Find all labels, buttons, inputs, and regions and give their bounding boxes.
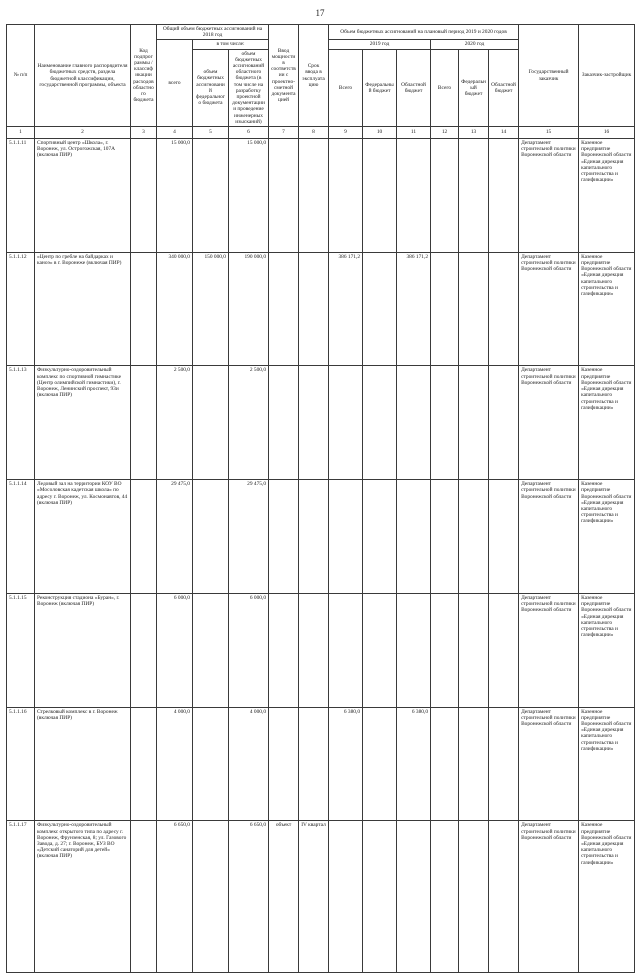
deadline-cell [299, 366, 329, 480]
object-name-cell: Спортивный центр «Школа», г. Воронеж, ул. Острогожская, 107А (включая ПИР) [35, 139, 131, 253]
federal-2019-cell [363, 821, 397, 973]
state-customer-cell: Департамент строительной политики Воронежской области [519, 480, 579, 594]
header-2020: 2020 год [431, 40, 519, 49]
column-index: 13 [459, 127, 489, 139]
header-2020-regional: Областной бюджет [489, 49, 519, 126]
header-developer: Заказчик-застройщик [579, 25, 635, 127]
header-code: Код подпрограммы / классификации расходов областного бюджета [131, 25, 157, 127]
regional-2019-cell [397, 593, 431, 707]
state-customer-cell: Департамент строительной политики Воронежской области [519, 139, 579, 253]
regional-2020-cell [489, 593, 519, 707]
federal-2018-cell [193, 707, 229, 821]
budget-code-cell [131, 707, 157, 821]
header-federal-part: объем бюджетных ассигнований федерального бюджета [193, 49, 229, 126]
column-index: 15 [519, 127, 579, 139]
budget-code-cell [131, 480, 157, 594]
table-row [7, 707, 635, 821]
federal-2020-cell [459, 139, 489, 253]
header-regional-part: объем бюджетных ассигнований областного бюджета (в том числе на разработку проектной документации и проведение инженерных изысканий) [229, 49, 269, 126]
total-2019-cell: 386 171,2 [329, 252, 363, 366]
row-number-cell: 5.1.1.12 [7, 252, 35, 366]
table-body [7, 139, 635, 973]
header-2019-federal: Федеральный бюджет [363, 49, 397, 126]
regional-2020-cell [489, 480, 519, 594]
header-n: № п/п [7, 25, 35, 127]
federal-2018-cell [193, 366, 229, 480]
row-number-cell: 5.1.1.11 [7, 139, 35, 253]
deadline-cell [299, 139, 329, 253]
total-2020-cell [431, 593, 459, 707]
developer-cell: Казенное предприятие Воронежской области «Единая дирекция капитального строительства и газификации» [579, 593, 635, 707]
table-row [7, 252, 635, 366]
state-customer-cell: Департамент строительной политики Воронежской области [519, 707, 579, 821]
budget-code-cell [131, 593, 157, 707]
regional-2020-cell [489, 252, 519, 366]
object-name-cell: Реконструкция стадиона «Буран», г. Воронеж (включая ПИР) [35, 593, 131, 707]
row-number-cell: 5.1.1.17 [7, 821, 35, 973]
total-2019-cell [329, 480, 363, 594]
total-2018-cell: 6 000,0 [157, 593, 193, 707]
federal-2019-cell [363, 707, 397, 821]
total-2020-cell [431, 707, 459, 821]
regional-2018-cell: 2 500,0 [229, 366, 269, 480]
regional-2018-cell: 6 000,0 [229, 593, 269, 707]
deadline-cell [299, 593, 329, 707]
page-number: 17 [315, 8, 325, 18]
table-row [7, 593, 635, 707]
deadline-cell: IV квартал [299, 821, 329, 973]
total-2019-cell [329, 139, 363, 253]
capacity-cell [269, 480, 299, 594]
regional-2019-cell [397, 821, 431, 973]
developer-cell: Казенное предприятие Воронежской области «Единая дирекция капитального строительства и газификации» [579, 821, 635, 973]
column-index: 5 [193, 127, 229, 139]
regional-2019-cell [397, 139, 431, 253]
column-index: 8 [299, 127, 329, 139]
column-index: 11 [397, 127, 431, 139]
header-total-2018: Общий объем бюджетных ассигнований на 2018 год [157, 25, 269, 40]
header-customer: Государственный заказчик [519, 25, 579, 127]
developer-cell: Казенное предприятие Воронежской области «Единая дирекция капитального строительства и газификации» [579, 139, 635, 253]
state-customer-cell: Департамент строительной политики Воронежской области [519, 366, 579, 480]
total-2018-cell: 2 500,0 [157, 366, 193, 480]
total-2018-cell: 340 000,0 [157, 252, 193, 366]
developer-cell: Казенное предприятие Воронежской области «Единая дирекция капитального строительства и газификации» [579, 366, 635, 480]
federal-2020-cell [459, 707, 489, 821]
developer-cell: Казенное предприятие Воронежской области «Единая дирекция капитального строительства и газификации» [579, 252, 635, 366]
header-capacity: Ввод мощности в соответствии с проектно-сметной документацией [269, 25, 299, 127]
column-index: 10 [363, 127, 397, 139]
header-2019: 2019 год [329, 40, 431, 49]
total-2019-cell: 6 380,0 [329, 707, 363, 821]
federal-2018-cell: 150 000,0 [193, 252, 229, 366]
total-2019-cell [329, 593, 363, 707]
total-2020-cell [431, 252, 459, 366]
total-2018-cell: 15 000,0 [157, 139, 193, 253]
column-index-row [7, 127, 635, 139]
capital-investment-table [6, 24, 635, 973]
header-2020-federal: Федеральный бюджет [459, 49, 489, 126]
header-name: Наименование главного распорядителя бюджетных средств, раздела бюджетной классификации, государственной программы, объекта [35, 25, 131, 127]
table-row [7, 480, 635, 594]
row-number-cell: 5.1.1.13 [7, 366, 35, 480]
capacity-cell [269, 707, 299, 821]
column-index: 2 [35, 127, 131, 139]
deadline-cell [299, 252, 329, 366]
state-customer-cell: Департамент строительной политики Воронежской области [519, 252, 579, 366]
regional-2019-cell: 6 380,0 [397, 707, 431, 821]
column-index: 6 [229, 127, 269, 139]
federal-2019-cell [363, 139, 397, 253]
budget-code-cell [131, 821, 157, 973]
table-row [7, 821, 635, 973]
total-2019-cell [329, 366, 363, 480]
row-number-cell: 5.1.1.15 [7, 593, 35, 707]
column-index: 1 [7, 127, 35, 139]
header-2019-regional: Областной бюджет [397, 49, 431, 126]
regional-2018-cell: 6 650,0 [229, 821, 269, 973]
federal-2020-cell [459, 252, 489, 366]
row-number-cell: 5.1.1.16 [7, 707, 35, 821]
federal-2020-cell [459, 480, 489, 594]
object-name-cell: Стрелковый комплекс в г. Воронеж (включая ПИР) [35, 707, 131, 821]
capacity-cell [269, 139, 299, 253]
regional-2020-cell [489, 139, 519, 253]
column-index: 16 [579, 127, 635, 139]
regional-2020-cell [489, 707, 519, 821]
table-row [7, 139, 635, 253]
total-2020-cell [431, 366, 459, 480]
federal-2018-cell [193, 821, 229, 973]
regional-2019-cell: 386 171,2 [397, 252, 431, 366]
capacity-cell: объект [269, 821, 299, 973]
header-incl: в том числе: [193, 40, 269, 49]
regional-2019-cell [397, 480, 431, 594]
column-index: 4 [157, 127, 193, 139]
column-index: 7 [269, 127, 299, 139]
regional-2020-cell [489, 366, 519, 480]
total-2020-cell [431, 139, 459, 253]
developer-cell: Казенное предприятие Воронежской области «Единая дирекция капитального строительства и газификации» [579, 707, 635, 821]
capacity-cell [269, 593, 299, 707]
column-index: 3 [131, 127, 157, 139]
regional-2018-cell: 4 000,0 [229, 707, 269, 821]
federal-2018-cell [193, 139, 229, 253]
regional-2018-cell: 190 000,0 [229, 252, 269, 366]
header-planned: Объем бюджетных ассигнований на плановый период 2019 и 2020 годов [329, 25, 519, 40]
deadline-cell [299, 707, 329, 821]
budget-code-cell [131, 366, 157, 480]
header-2020-total: Всего [431, 49, 459, 126]
total-2018-cell: 4 000,0 [157, 707, 193, 821]
federal-2018-cell [193, 480, 229, 594]
state-customer-cell: Департамент строительной политики Воронежской области [519, 821, 579, 973]
object-name-cell: Ледовый зал на территории КОУ ВО «Мосоловская кадетская школа» по адресу г. Воронеж, ул. Космонавтов, 44 (включая ПИР) [35, 480, 131, 594]
budget-code-cell [131, 139, 157, 253]
federal-2020-cell [459, 821, 489, 973]
deadline-cell [299, 480, 329, 594]
capacity-cell [269, 366, 299, 480]
total-2020-cell [431, 821, 459, 973]
row-number-cell: 5.1.1.14 [7, 480, 35, 594]
regional-2019-cell [397, 366, 431, 480]
capacity-cell [269, 252, 299, 366]
federal-2019-cell [363, 480, 397, 594]
header-deadline: Срок ввода в эксплуатацию [299, 25, 329, 127]
total-2020-cell [431, 480, 459, 594]
total-2018-cell: 29 475,0 [157, 480, 193, 594]
column-index: 9 [329, 127, 363, 139]
federal-2019-cell [363, 252, 397, 366]
table-row [7, 366, 635, 480]
federal-2020-cell [459, 593, 489, 707]
regional-2018-cell: 15 000,0 [229, 139, 269, 253]
regional-2020-cell [489, 821, 519, 973]
federal-2018-cell [193, 593, 229, 707]
federal-2019-cell [363, 593, 397, 707]
header-2019-total: Всего [329, 49, 363, 126]
total-2018-cell: 6 650,0 [157, 821, 193, 973]
federal-2019-cell [363, 366, 397, 480]
object-name-cell: «Центр по гребле на байдарках и каноэ» в г. Воронеже (включая ПИР) [35, 252, 131, 366]
state-customer-cell: Департамент строительной политики Воронежской области [519, 593, 579, 707]
column-index: 12 [431, 127, 459, 139]
federal-2020-cell [459, 366, 489, 480]
column-index: 14 [489, 127, 519, 139]
budget-code-cell [131, 252, 157, 366]
header-all: всего [157, 40, 193, 127]
object-name-cell: Физкультурно-оздоровительный комплекс открытого типа по адресу г. Воронеж, Фрунзенская, 8; ул. Газового Завода, д. 27; г. Воронеж, БУЗ ВО «Детский санаторий для детей» (включая ПИР) [35, 821, 131, 973]
regional-2018-cell: 29 475,0 [229, 480, 269, 594]
object-name-cell: Физкультурно-оздоровительный комплекс по спортивной гимнастике (Центр олимпийской гимнастики), г. Воронеж, Ленинский проспект, 93и (включая ПИР) [35, 366, 131, 480]
total-2019-cell [329, 821, 363, 973]
developer-cell: Казенное предприятие Воронежской области «Единая дирекция капитального строительства и газификации» [579, 480, 635, 594]
